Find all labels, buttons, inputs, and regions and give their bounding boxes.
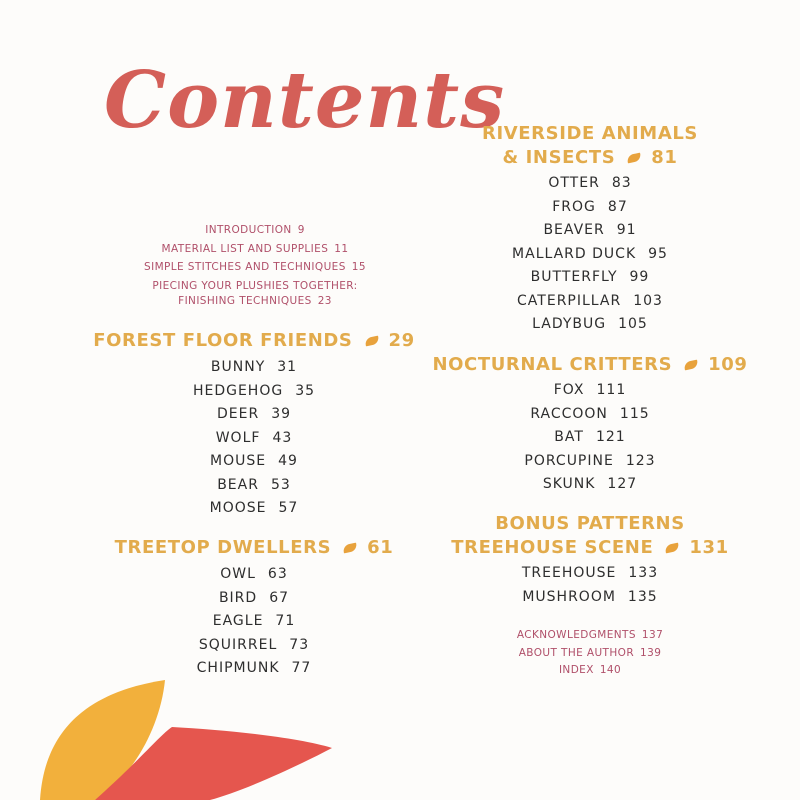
leaf-icon [342, 543, 357, 554]
section-heading: TREETOP DWELLERS 61 [114, 537, 394, 558]
list-item: EAGLE 71 [212, 613, 296, 629]
list-item: FOX 111 [553, 382, 627, 398]
section-nocturnal-critters [400, 353, 780, 497]
front-matter-item: INTRODUCTION 9 [205, 224, 305, 236]
back-matter-item: INDEX 140 [558, 664, 622, 676]
front-matter-item: MATERIAL LIST AND SUPPLIES 11 [161, 242, 349, 255]
list-item: HEDGEHOG 35 [192, 382, 316, 399]
front-matter-list [90, 221, 420, 309]
leaf-icon [627, 153, 642, 164]
list-item: BAT 121 [554, 429, 626, 445]
section-riverside-animals [400, 122, 780, 337]
section-heading: FOREST FLOOR FRIENDS 29 [93, 330, 415, 351]
leaf-icon [364, 336, 379, 347]
section-bonus-patterns [400, 512, 780, 609]
leaf-icon [665, 543, 680, 554]
list-item: BEAVER 91 [543, 222, 637, 238]
front-matter-item: FINISHING TECHNIQUES 23 [178, 294, 332, 307]
list-item: MUSHROOM 135 [522, 588, 658, 605]
section-heading: BONUS PATTERNS [495, 513, 685, 534]
list-item: BEAR 53 [217, 476, 291, 493]
back-matter-item: ABOUT THE AUTHOR 139 [518, 646, 662, 659]
list-item: TREEHOUSE 133 [521, 565, 659, 581]
back-matter-item: ACKNOWLEDGMENTS 137 [516, 629, 664, 641]
section-treetop-dwellers [64, 536, 444, 681]
list-item: CATERPILLAR 103 [517, 292, 663, 309]
section-heading: NOCTURNAL CRITTERS 109 [432, 354, 748, 375]
list-item: CHIPMUNK 77 [196, 660, 312, 676]
leaf-icon [683, 360, 698, 371]
list-item: WOLF 43 [215, 429, 293, 446]
section-heading: RIVERSIDE ANIMALS [482, 123, 698, 144]
front-matter-item: SIMPLE STITCHES AND TECHNIQUES 15 [144, 261, 366, 273]
list-item: SQUIRREL 73 [198, 636, 310, 653]
list-item: FROG 87 [552, 198, 628, 215]
list-item: DEER 39 [216, 406, 292, 422]
section-forest-floor-friends [64, 329, 444, 521]
front-matter-item: PIECING YOUR PLUSHIES TOGETHER: [152, 279, 358, 292]
list-item: LADYBUG 105 [532, 316, 648, 332]
section-heading-line2: TREEHOUSE SCENE 131 [451, 537, 729, 558]
page-title: Contents [104, 55, 506, 146]
list-item: RACCOON 115 [530, 405, 650, 422]
list-item: MOOSE 57 [209, 500, 299, 516]
list-item: BUTTERFLY 99 [530, 269, 650, 285]
list-item: BIRD 67 [218, 589, 290, 606]
list-item: PORCUPINE 123 [524, 452, 656, 469]
list-item: SKUNK 127 [542, 476, 638, 492]
list-item: MOUSE 49 [210, 453, 298, 469]
section-heading-line2: & INSECTS 81 [502, 147, 678, 168]
list-item: MALLARD DUCK 95 [512, 245, 668, 262]
list-item: BUNNY 31 [210, 359, 298, 375]
list-item: OTTER 83 [548, 175, 632, 191]
list-item: OWL 63 [220, 566, 288, 582]
back-matter-list [400, 627, 780, 680]
